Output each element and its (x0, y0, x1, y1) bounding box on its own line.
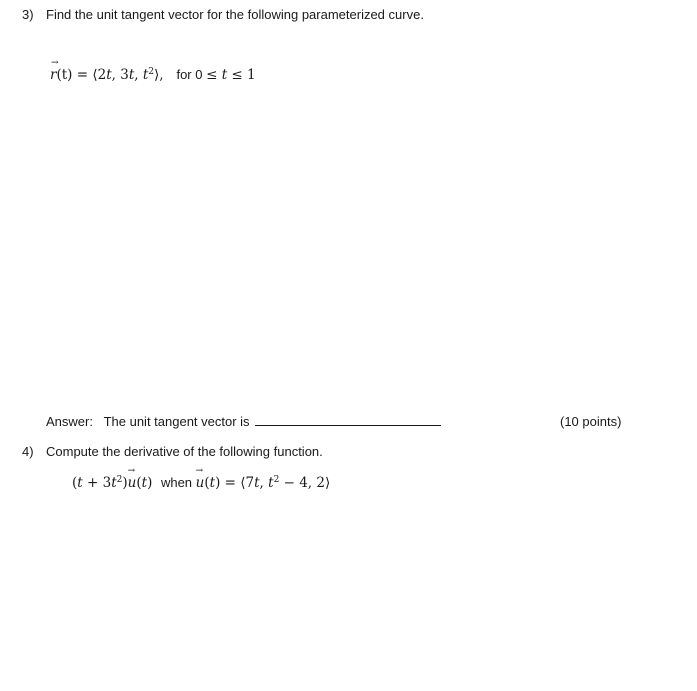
question-3-number: 3) (22, 7, 34, 22)
answer-blank[interactable] (255, 414, 441, 426)
arrow-head-icon: → (51, 58, 59, 68)
question-3-equation: → r(t) = ⟨2t, 3t, $t^2⟩$, for 0 ≤ t ≤ 1 (50, 58, 256, 83)
question-4-number: 4) (22, 444, 34, 459)
points-label: (10 points) (560, 414, 622, 429)
answer-label: Answer: (46, 414, 93, 429)
arrow-head-icon: → (195, 466, 204, 476)
answer-line (46, 414, 441, 429)
question-3-prompt: Find the unit tangent vector for the following parameterized curve. (46, 7, 424, 22)
vector-u: → u (195, 466, 205, 491)
question-4-prompt: Compute the derivative of the following function. (46, 444, 323, 459)
arrow-head-icon: → (127, 466, 136, 476)
vector-r: → r (50, 58, 59, 83)
vector-u: → u (127, 466, 137, 491)
answer-text: The unit tangent vector is (103, 414, 250, 429)
question-4-equation: $(t + 3t^2)$ → u(t) when → u(t) = ⟨7t, $t^2 - 4$, 2⟩ (72, 466, 331, 491)
